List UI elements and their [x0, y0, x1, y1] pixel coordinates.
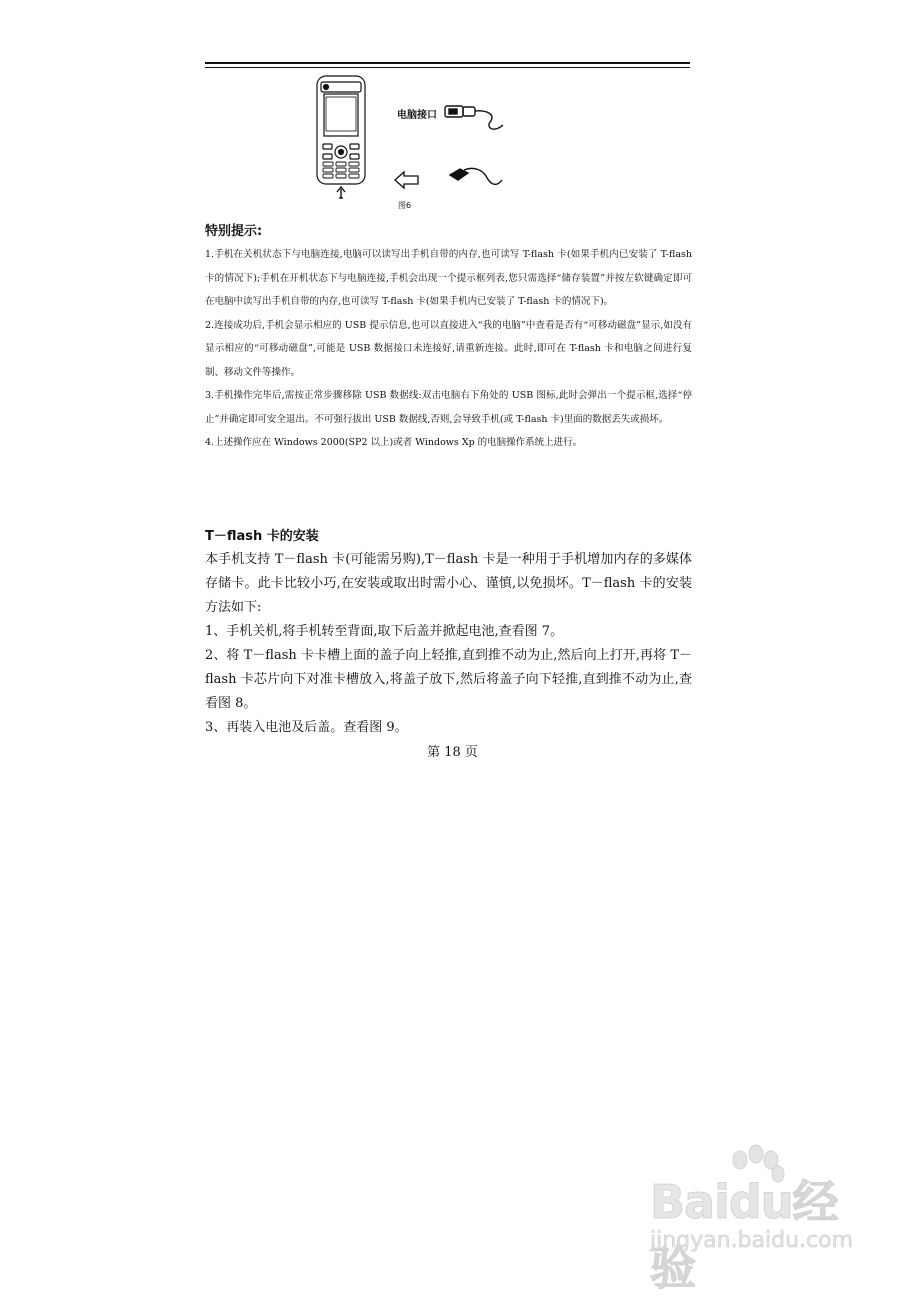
phone-usb-illustration	[300, 70, 530, 215]
baidu-watermark	[640, 1140, 870, 1295]
left-arrow-icon	[395, 172, 418, 188]
tip-paragraph-2: 2.连接成功后,手机会显示相应的 USB 提示信息,也可以直接进入“我的电脑”中查看是否有“可移动磁盘”显示,如没有显示相应的“可移动磁盘”,可能是 USB 数据接口未连接好,请重新连接。此时,即可在 T-flash 卡和电脑之间进行复制、移动文件等操作。	[205, 319, 692, 378]
header-rule-thick	[205, 62, 690, 64]
phone-drawing	[317, 76, 365, 198]
install-step-2: 2、将 T－flash 卡卡槽上面的盖子向上轻推,直到推不动为止,然后向上打开,再将 T－flash 卡芯片向下对准卡槽放入,将盖子放下,然后将盖子向下轻推,直到推不动为止,查看图 8。	[205, 648, 692, 711]
watermark-brand: Baidu经验	[650, 1175, 838, 1295]
special-tips-section	[205, 220, 692, 455]
watermark-url: jingyan.baidu.com	[650, 1228, 854, 1253]
install-step-3: 3、再装入电池及后盖。查看图 9。	[205, 720, 408, 735]
usb-connection-figure	[300, 70, 530, 215]
usb-plug-computer-end	[445, 106, 503, 129]
tflash-install-section	[205, 526, 692, 740]
figure-caption: 图6	[398, 201, 412, 210]
install-intro: 本手机支持 T－flash 卡(可能需另购),T－flash 卡是一种用于手机增加内存的多媒体存储卡。此卡比较小巧,在安装或取出时需小心、谨慎,以免损坏。T－flash 卡的安装方法如下:	[205, 552, 692, 615]
tip-paragraph-1: 1.手机在关机状态下与电脑连接,电脑可以读写出手机自带的内存,也可读写 T-flash 卡(如果手机内已安装了 T-flash 卡的情况下);手机在开机状态下与电脑连接,手机会出现一个提示框列表,您只需选择“储存装置”并按左软键确定即可在电脑中读写出手机自带的内存,也可读写 T-flash 卡(如果手机内已安装了 T-flash 卡的情况下)。	[205, 249, 692, 307]
special-tips-heading: 特别提示:	[205, 224, 263, 239]
tip-paragraph-4: 4.上述操作应在 Windows 2000(SP2 以上)或者 Windows Xp 的电脑操作系统上进行。	[205, 437, 583, 448]
usb-plug-phone-end	[450, 168, 502, 184]
tip-paragraph-3: 3.手机操作完毕后,需按正常步骤移除 USB 数据线:双击电脑右下角处的 USB 图标,此时会弹出一个提示框,选择“停止”并确定即可安全退出。不可强行拔出 USB 数据线,否则,会导致手机(或 T-flash 卡)里面的数据丢失或损坏。	[205, 390, 692, 425]
install-step-1: 1、手机关机,将手机转至背面,取下后盖并掀起电池,查看图 7。	[205, 624, 564, 639]
header-rule-thin	[205, 67, 690, 68]
page-number: 第 18 页	[427, 745, 478, 760]
computer-port-label: 电脑接口	[397, 110, 437, 121]
install-heading: T－flash 卡的安装	[205, 529, 319, 544]
